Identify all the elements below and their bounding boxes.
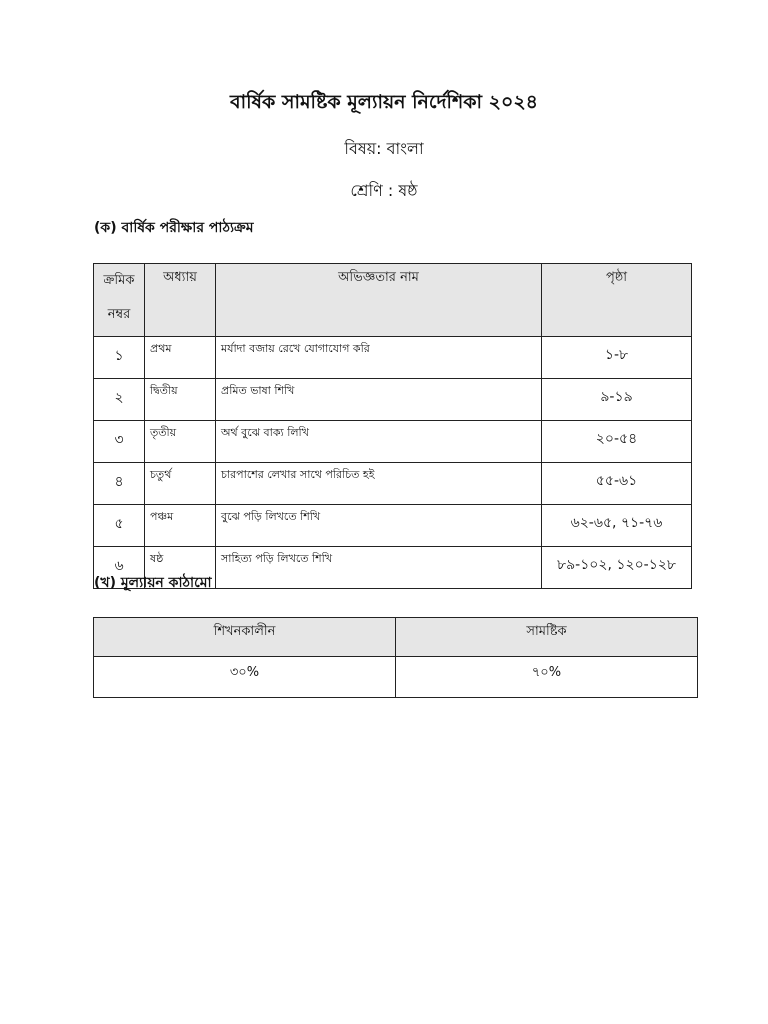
formative-header: শিখনকালীন bbox=[94, 618, 396, 657]
framework-header-row bbox=[94, 618, 698, 657]
chapter-cell: চতুর্থ bbox=[145, 463, 216, 505]
serial-cell: ৩ bbox=[94, 421, 145, 463]
assessment-framework-table bbox=[93, 617, 698, 698]
experience-header: অভিজ্ঞতার নাম bbox=[216, 264, 542, 337]
assessment-framework-heading: (খ) মূল্যায়ন কাঠামো bbox=[94, 575, 212, 591]
table-row bbox=[94, 505, 692, 547]
page-cell: ২০-৫৪ bbox=[542, 421, 692, 463]
serial-cell: ৫ bbox=[94, 505, 145, 547]
grade-line: শ্রেণি : ষষ্ঠ bbox=[350, 181, 418, 200]
serial-header bbox=[94, 264, 145, 337]
table-row bbox=[94, 463, 692, 505]
page-cell: ১-৮ bbox=[542, 337, 692, 379]
experience-cell: বুঝে পড়ি লিখতে শিখি bbox=[216, 505, 542, 547]
serial-cell: ১ bbox=[94, 337, 145, 379]
page-header: পৃষ্ঠা bbox=[542, 264, 692, 337]
experience-cell: অর্থ বুঝে বাক্য লিখি bbox=[216, 421, 542, 463]
chapter-cell: তৃতীয় bbox=[145, 421, 216, 463]
subject-line: বিষয়: বাংলা bbox=[344, 139, 424, 158]
chapter-cell: প্রথম bbox=[145, 337, 216, 379]
chapter-cell: ষষ্ঠ bbox=[145, 547, 216, 589]
page-cell: ৬২-৬৫, ৭১-৭৬ bbox=[542, 505, 692, 547]
experience-cell: মর্যাদা বজায় রেখে যোগাযোগ করি bbox=[216, 337, 542, 379]
chapter-cell: দ্বিতীয় bbox=[145, 379, 216, 421]
syllabus-header-row bbox=[94, 264, 692, 337]
table-row bbox=[94, 379, 692, 421]
table-row bbox=[94, 421, 692, 463]
page-cell: ৯-১৯ bbox=[542, 379, 692, 421]
table-row bbox=[94, 657, 698, 698]
document-title: বার্ষিক সামষ্টিক মূল্যায়ন নির্দেশিকা ২০২৪ bbox=[230, 91, 538, 113]
page-cell: ৮৯-১০২, ১২০-১২৮ bbox=[542, 547, 692, 589]
formative-value: ৩০% bbox=[94, 657, 396, 698]
table-row bbox=[94, 337, 692, 379]
serial-cell: ৬ bbox=[94, 547, 145, 589]
chapter-header: অধ্যায় bbox=[145, 264, 216, 337]
page-cell: ৫৫-৬১ bbox=[542, 463, 692, 505]
serial-cell: ২ bbox=[94, 379, 145, 421]
syllabus-table bbox=[93, 263, 692, 589]
experience-cell: প্রমিত ভাষা শিখি bbox=[216, 379, 542, 421]
serial-header-line1: ক্রমিক bbox=[103, 273, 135, 288]
chapter-cell: পঞ্চম bbox=[145, 505, 216, 547]
serial-header-line2: নম্বর bbox=[107, 307, 131, 322]
summative-header: সামষ্টিক bbox=[396, 618, 698, 657]
summative-value: ৭০% bbox=[396, 657, 698, 698]
syllabus-heading: (ক) বার্ষিক পরীক্ষার পাঠ্যক্রম bbox=[94, 220, 254, 236]
experience-cell: চারপাশের লেখার সাথে পরিচিত হই bbox=[216, 463, 542, 505]
serial-cell: ৪ bbox=[94, 463, 145, 505]
experience-cell: সাহিত্য পড়ি লিখতে শিখি bbox=[216, 547, 542, 589]
